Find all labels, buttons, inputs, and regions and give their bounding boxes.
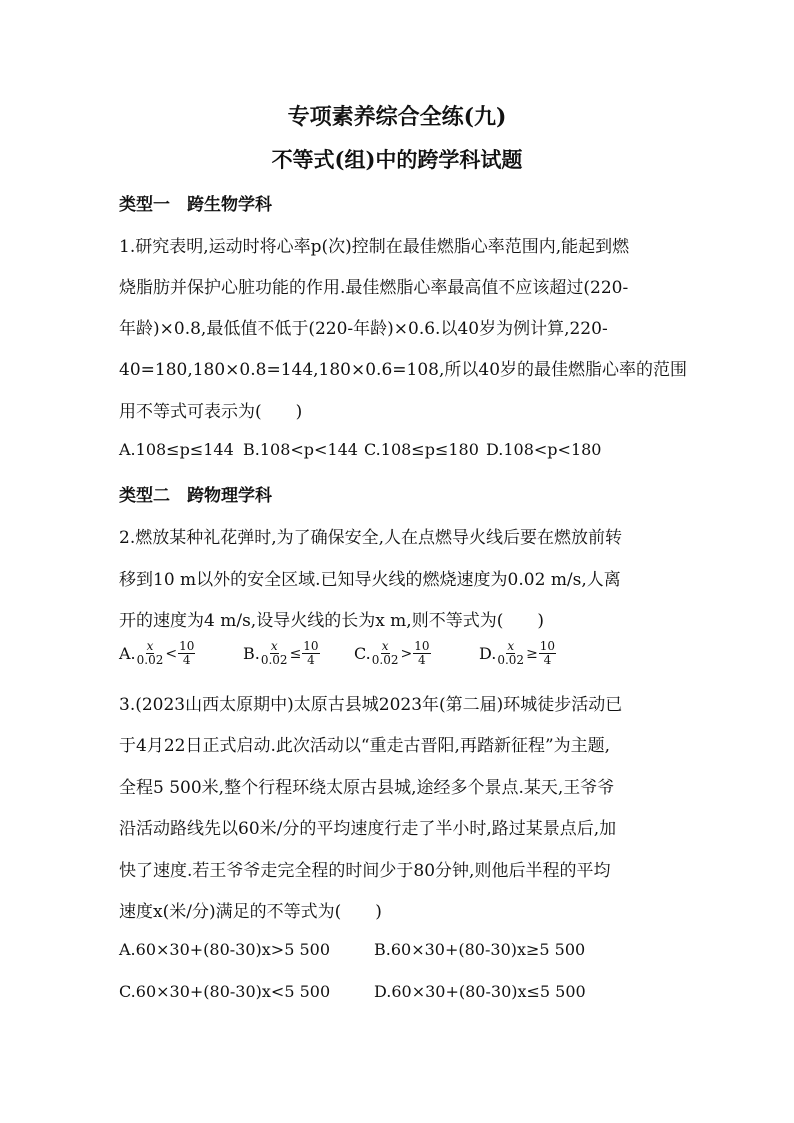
question-3-option-b: B.60×30+(80-30)x≥5 500 xyxy=(374,940,586,959)
question-1-line-4: 40=180,180×0.8=144,180×0.6=108,所以40岁的最佳燃脂心率的范围 xyxy=(119,360,688,380)
fraction-denominator: 0.02 xyxy=(497,653,525,667)
option-label: D. xyxy=(479,644,497,663)
fraction-denominator: 4 xyxy=(418,653,426,667)
question-1-line-3: 年龄)×0.8,最低值不低于(220-年龄)×0.6.以40岁为例计算,220- xyxy=(119,319,608,339)
question-3-line-3: 全程5 500米,整个行程环绕太原古县城,途经多个景点.某天,王爷爷 xyxy=(119,778,615,798)
fraction-denominator: 4 xyxy=(543,653,552,667)
question-1-option-a: A.108≤p≤144 xyxy=(119,440,234,459)
fraction-denominator: 4 xyxy=(182,653,191,667)
fraction-denominator: 0.02 xyxy=(260,653,288,667)
option-label: A. xyxy=(119,644,136,663)
question-3-option-c: C.60×30+(80-30)x<5 500 xyxy=(119,982,331,1001)
relation-symbol: > xyxy=(400,645,413,662)
fraction-left xyxy=(260,640,289,667)
fraction-numerator: x xyxy=(146,639,154,653)
section-heading-biology: 类型一 跨生物学科 xyxy=(119,195,272,215)
question-3-line-4: 沿活动路线先以60米/分的平均速度行走了半小时,路过某景点后,加 xyxy=(119,819,617,839)
fraction-right xyxy=(178,640,195,667)
option-label: B. xyxy=(243,644,260,663)
question-2-line-3: 开的速度为4 m/s,设导火线的长为x m,则不等式为( ) xyxy=(119,611,544,631)
question-1-option-b: B.108<p<144 xyxy=(243,440,358,459)
question-3-line-2: 于4月22日正式启动.此次活动以“重走古晋阳,再踏新征程”为主题, xyxy=(119,736,611,756)
question-3-option-a: A.60×30+(80-30)x>5 500 xyxy=(119,940,331,959)
page-subtitle: 不等式(组)中的跨学科试题 xyxy=(271,147,523,172)
fraction-numerator: x xyxy=(270,639,278,653)
question-2-option-d xyxy=(479,640,556,667)
fraction-right xyxy=(302,640,319,667)
question-1-line-1: 1.研究表明,运动时将心率p(次)控制在最佳燃脂心率范围内,能起到燃 xyxy=(119,237,630,257)
question-3-line-6: 速度x(米/分)满足的不等式为( ) xyxy=(119,902,382,922)
fraction-numerator: 10 xyxy=(303,639,319,653)
section-heading-physics: 类型二 跨物理学科 xyxy=(119,486,272,506)
fraction-right xyxy=(413,640,430,667)
question-1-line-5: 用不等式可表示为( ) xyxy=(119,402,303,422)
question-1-line-2: 烧脂肪并保护心脏功能的作用.最佳燃脂心率最高值不应该超过(220- xyxy=(119,278,629,298)
relation-symbol: < xyxy=(165,645,178,662)
fraction-left xyxy=(136,640,165,667)
question-2-line-2: 移到10 m以外的安全区域.已知导火线的燃烧速度为0.02 m/s,人离 xyxy=(119,570,621,590)
fraction-numerator: x xyxy=(507,639,515,653)
page-title: 专项素养综合全练(九) xyxy=(287,104,507,130)
relation-symbol: ≤ xyxy=(289,645,302,662)
question-3-option-d: D.60×30+(80-30)x≤5 500 xyxy=(374,982,586,1001)
fraction-denominator: 0.02 xyxy=(136,653,164,667)
question-1-option-c: C.108≤p≤180 xyxy=(364,440,479,459)
question-2-option-a xyxy=(119,640,195,667)
question-2-line-1: 2.燃放某种礼花弹时,为了确保安全,人在点燃导火线后要在燃放前转 xyxy=(119,528,623,548)
question-1-option-d: D.108<p<180 xyxy=(486,440,602,459)
question-2-option-b xyxy=(243,640,320,667)
fraction-denominator: 4 xyxy=(307,653,315,667)
fraction-denominator: 0.02 xyxy=(371,653,399,667)
fraction-numerator: 10 xyxy=(179,639,195,653)
question-3-line-1: 3.(2023山西太原期中)太原古县城2023年(第二届)环城徒步活动已 xyxy=(119,695,623,715)
fraction-numerator: 10 xyxy=(539,639,556,653)
fraction-right xyxy=(539,640,556,667)
fraction-left xyxy=(371,640,400,667)
fraction-numerator: 10 xyxy=(414,639,430,653)
question-2-option-c xyxy=(354,640,431,667)
relation-symbol: ≥ xyxy=(526,645,538,662)
option-label: C. xyxy=(354,644,371,663)
question-3-line-5: 快了速度.若王爷爷走完全程的时间少于80分钟,则他后半程的平均 xyxy=(119,861,611,881)
fraction-left xyxy=(496,640,525,667)
fraction-numerator: x xyxy=(381,639,389,653)
